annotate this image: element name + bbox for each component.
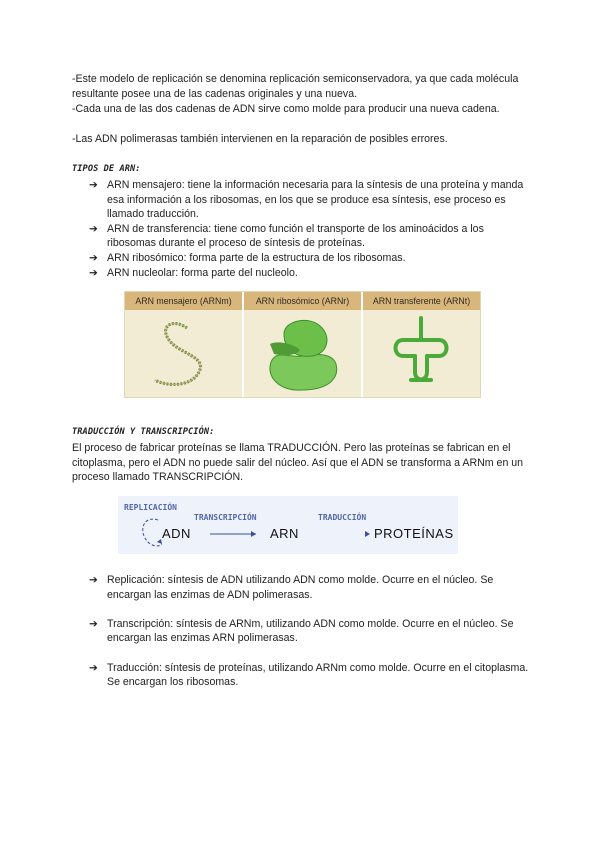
arnr-panel [244, 292, 363, 397]
list-item: ➔ Transcripción: síntesis de ARNm, utilizando ADN como molde. Ocurre en el núcleo. Se encargan las enzimas ARN polimerasas. [89, 617, 514, 645]
transcripcion-label: TRANSCRIPCIÓN [194, 513, 257, 522]
procesos-list [89, 573, 529, 704]
arrow-icon: ➔ [89, 617, 98, 630]
traduccion-heading: TRADUCCIÓN Y TRANSCRIPCIÓN: [72, 427, 215, 437]
proteinas-term: PROTEÍNAS [374, 526, 454, 541]
dogma-flow-diagram [118, 496, 458, 554]
replicacion-label: REPLICACIÓN [124, 503, 177, 512]
intro-paragraph-2: -Cada una de las dos cadenas de ADN sirve como molde para producir una nueva cadena. [72, 103, 500, 115]
tipos-arn-list [89, 178, 529, 280]
arrow-icon: ➔ [89, 251, 98, 264]
arn-term: ARN [270, 526, 299, 541]
list-item: ➔ Replicación: síntesis de ADN utilizando ADN como molde. Ocurre en el núcleo. Se encargan las enzimas de ADN polimerasas. [89, 574, 494, 601]
arrow-icon: ➔ [89, 222, 98, 235]
arnm-caption: ARN mensajero (ARNm) [125, 292, 242, 310]
traduccion-arrow [365, 531, 370, 537]
adn-term: ADN [162, 526, 191, 541]
intro-paragraph-1: -Este modelo de replicación se denomina replicación semiconservadora, ya que cada molécula resultante posee una de las cadenas originales y una nueva. [72, 73, 519, 100]
intro-paragraph-3: -Las ADN polimerasas también intervienen en la reparación de posibles errores. [72, 133, 448, 145]
arnr-caption: ARN ribosómico (ARNr) [244, 292, 361, 310]
list-item: ➔ ARN mensajero: tiene la información necesaria para la síntesis de una proteína y manda esa información a los ribosomas, en los que se produce esa síntesis, ese proceso es llamado traducción. [89, 179, 524, 221]
arrow-icon: ➔ [89, 179, 98, 191]
list-item: ➔ ARN ribosómico: forma parte de la estructura de los ribosomas. [89, 251, 406, 264]
arnt-panel [363, 292, 480, 397]
list-item: ➔ ARN nucleolar: forma parte del nucleolo. [89, 266, 298, 279]
list-item: ➔ ARN de transferencia: tiene como función el transporte de los aminoácidos a los ribosomas durante el proceso de síntesis de proteínas. [89, 222, 484, 250]
flow-arrows [118, 496, 458, 554]
arnm-panel [125, 292, 244, 397]
arn-types-figure [124, 291, 481, 398]
list-item: ➔ Traducción: síntesis de proteínas, utilizando ARNm como molde. Ocurre en el citoplasma. Se encargan los ribosomas. [89, 661, 529, 689]
tipos-arn-heading: TIPOS DE ARN: [72, 164, 141, 174]
trna-cloverleaf-icon [363, 310, 481, 398]
ribosome-icon [244, 310, 362, 398]
arrow-icon: ➔ [89, 661, 98, 674]
arnt-caption: ARN transferente (ARNt) [363, 292, 480, 310]
arrow-icon: ➔ [89, 266, 98, 279]
arnm-strand-icon [125, 310, 243, 398]
arrow-icon: ➔ [89, 574, 98, 586]
traduccion-paragraph: El proceso de fabricar proteínas se llama TRADUCCIÓN. Pero las proteínas se fabrican en el citoplasma, pero el ADN no puede salir del núcleo. Así que el ADN se transforma a ARNm en un proceso llamado TRANSCRIPCIÓN. [72, 442, 524, 484]
traduccion-label: TRADUCCIÓN [318, 513, 367, 522]
